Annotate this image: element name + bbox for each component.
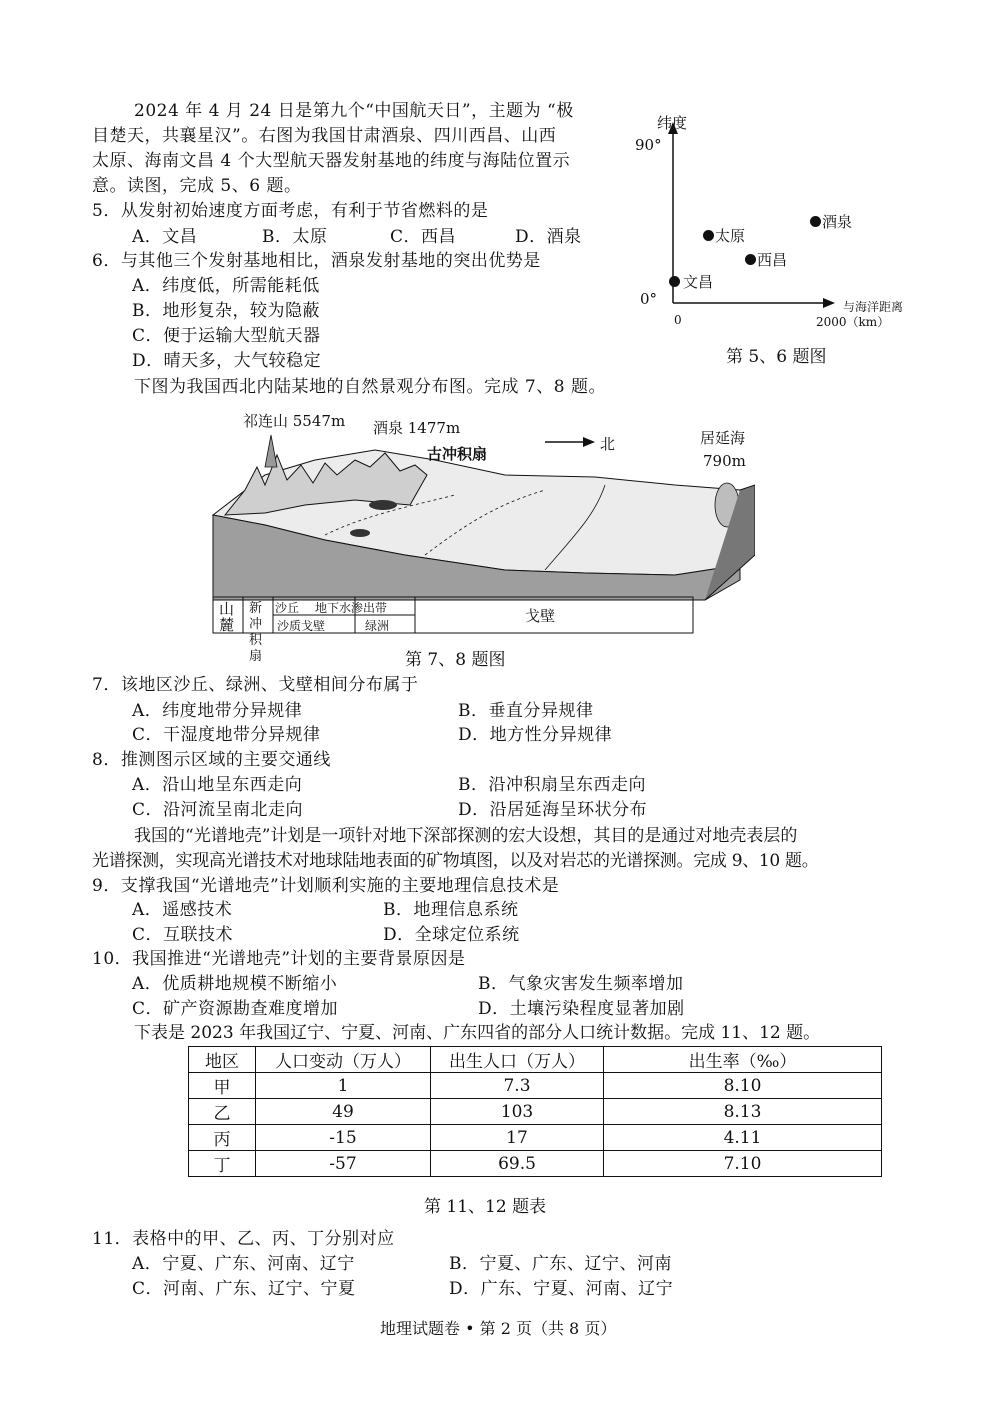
q5-option-c: C．西昌 [390, 227, 457, 247]
table-row [189, 1125, 882, 1151]
q5-option-d: D．酒泉 [515, 227, 582, 247]
table-cell: 17 [431, 1125, 604, 1151]
label-juyan: 居延海 [700, 429, 746, 447]
q9-option-a: A．遥感技术 [132, 900, 233, 920]
band-piedmont: 山麓 [219, 600, 235, 634]
label-jiuquan: 酒泉 1477m [373, 419, 461, 437]
intro-9-10-line-1: 我国的“光谱地壳”计划是一项针对地下深部探测的宏大设想，其目的是通过对地壳表层的 [134, 826, 798, 846]
q6-option-b: B．地形复杂，较为隐蔽 [132, 301, 320, 321]
table-cell: 8.13 [604, 1099, 882, 1125]
q10-option-d: D．土壤污染程度显著加剧 [478, 999, 685, 1019]
site-label-taiyuan: 太原 [715, 227, 746, 245]
q6-option-a: A．纬度低，所需能耗低 [132, 276, 320, 296]
q8-option-a: A．沿山地呈东西走向 [132, 775, 303, 795]
site-label-xichang: 西昌 [757, 251, 788, 269]
table-header-row [189, 1047, 882, 1073]
q7-option-d: D．地方性分异规律 [458, 725, 613, 745]
q11-option-c: C．河南、广东、辽宁、宁夏 [132, 1279, 356, 1299]
table-caption: 第 11、12 题表 [424, 1197, 547, 1217]
label-north: 北 [600, 435, 616, 453]
q6-stem: 6．与其他三个发射基地相比，酒泉发射基地的突出优势是 [92, 251, 541, 271]
q8-option-b: B．沿冲积扇呈东西走向 [458, 775, 646, 795]
intro-5-6-line-1: 2024 年 4 月 24 日是第九个“中国航天日”，主题为 “极 [134, 101, 574, 121]
q10-option-c: C．矿产资源勘查难度增加 [132, 999, 339, 1019]
q11-option-d: D．广东、宁夏、河南、辽宁 [449, 1279, 674, 1299]
q9-option-b: B．地理信息系统 [383, 900, 519, 920]
label-qilian: 祁连山 5547m [243, 412, 346, 430]
q5-option-a: A．文昌 [132, 227, 198, 247]
site-dot-xichang [745, 254, 756, 265]
population-table [188, 1046, 882, 1177]
fig-7-8 [205, 405, 755, 670]
site-dot-taiyuan [703, 230, 714, 241]
table-cell: 丁 [189, 1151, 256, 1177]
q9-stem: 9．支撑我国“光谱地壳”计划顺利实施的主要地理信息技术是 [92, 876, 560, 896]
table-row [189, 1151, 882, 1177]
table-header: 出生率（‰） [604, 1047, 882, 1073]
x-axis-label: 与海洋距离 [843, 300, 904, 314]
q5-option-b: B．太原 [262, 227, 328, 247]
table-cell: 49 [256, 1099, 431, 1125]
table-cell: 4.11 [604, 1125, 882, 1151]
intro-5-6-line-3: 太原、海南文昌 4 个大型航天器发射基地的纬度与海陆位置示 [92, 151, 571, 171]
band-sandy-gobi: 沙质戈壁 [277, 619, 326, 633]
table-header: 地区 [189, 1047, 256, 1073]
table-cell: -57 [256, 1151, 431, 1177]
intro-9-10-line-2: 光谱探测，实现高光谱技术对地球陆地表面的矿物填图，以及对岩芯的光谱探测。完成 9、10 题。 [92, 851, 819, 871]
q9-option-d: D．全球定位系统 [383, 925, 520, 945]
table-cell: 乙 [189, 1099, 256, 1125]
table-cell: 69.5 [431, 1151, 604, 1177]
fig-5-6-caption: 第 5、6 题图 [726, 347, 827, 367]
q6-option-d: D．晴天多，大气较稳定 [132, 351, 322, 371]
q5-stem: 5．从发射初始速度方面考虑，有利于节省燃料的是 [92, 201, 489, 221]
site-label-jiuquan: 酒泉 [822, 213, 853, 231]
q7-option-c: C．干湿度地带分异规律 [132, 725, 321, 745]
band-gobi: 戈壁 [525, 607, 556, 625]
table-cell: 7.10 [604, 1151, 882, 1177]
fig-5-6 [630, 108, 930, 373]
fig-7-8-caption: 第 7、8 题图 [405, 650, 506, 670]
intro-5-6-line-4: 意。读图，完成 5、6 题。 [92, 176, 302, 196]
y-bottom-tick: 0° [640, 290, 658, 308]
q8-option-c: C．沿河流呈南北走向 [132, 800, 304, 820]
band-oasis: 绿洲 [365, 619, 390, 633]
x-left-tick: 0 [674, 313, 682, 327]
table-cell: 1 [256, 1073, 431, 1099]
q8-stem: 8．推测图示区域的主要交通线 [92, 750, 331, 770]
y-axis-label: 纬度 [657, 114, 688, 132]
table-cell: 103 [431, 1099, 604, 1125]
table-header: 出生人口（万人） [431, 1047, 604, 1073]
q8-option-d: D．沿居延海呈环状分布 [458, 800, 648, 820]
y-top-tick: 90° [635, 136, 662, 154]
band-dunes: 沙丘 [275, 601, 300, 615]
table-cell: -15 [256, 1125, 431, 1151]
q9-option-c: C．互联技术 [132, 925, 234, 945]
band-new-fan: 新冲积扇 [249, 601, 263, 664]
table-row [189, 1099, 882, 1125]
table-cell: 甲 [189, 1073, 256, 1099]
table-header: 人口变动（万人） [256, 1047, 431, 1073]
page-footer: 地理试题卷 • 第 2 页（共 8 页） [380, 1319, 617, 1338]
site-label-wenchang: 文昌 [683, 273, 714, 291]
band-seepage: 地下水渗出带 [315, 601, 388, 615]
intro-5-6-line-2: 目楚天，共襄星汉”。右图为我国甘肃酒泉、四川西昌、山西 [92, 126, 557, 146]
q7-option-a: A．纬度地带分异规律 [132, 701, 303, 721]
q7-stem: 7．该地区沙丘、绿洲、戈壁相间分布属于 [92, 675, 419, 695]
q11-option-b: B．宁夏、广东、辽宁、河南 [449, 1254, 672, 1274]
table-cell: 8.10 [604, 1073, 882, 1099]
table-cell: 7.3 [431, 1073, 604, 1099]
table-row [189, 1073, 882, 1099]
q10-option-a: A．优质耕地规模不断缩小 [132, 974, 338, 994]
intro-11-12: 下表是 2023 年我国辽宁、宁夏、河南、广东四省的部分人口统计数据。完成 11、12 题。 [134, 1023, 821, 1043]
table-cell: 丙 [189, 1125, 256, 1151]
q11-option-a: A．宁夏、广东、河南、辽宁 [132, 1254, 355, 1274]
site-dot-wenchang [669, 276, 680, 287]
q7-option-b: B．垂直分异规律 [458, 701, 594, 721]
q11-stem: 11．表格中的甲、乙、丙、丁分别对应 [92, 1229, 395, 1249]
q6-option-c: C．便于运输大型航天器 [132, 326, 321, 346]
intro-7-8: 下图为我国西北内陆某地的自然景观分布图。完成 7、8 题。 [134, 377, 606, 397]
x-right-tick: 2000（km） [816, 315, 890, 329]
label-ancient-fan: 古冲积扇 [427, 445, 488, 463]
q10-option-b: B．气象灾害发生频率增加 [478, 974, 684, 994]
label-juyan-alt: 790m [703, 452, 746, 470]
site-dot-jiuquan [810, 216, 821, 227]
q10-stem: 10．我国推进“光谱地壳”计划的主要背景原因是 [92, 949, 466, 969]
